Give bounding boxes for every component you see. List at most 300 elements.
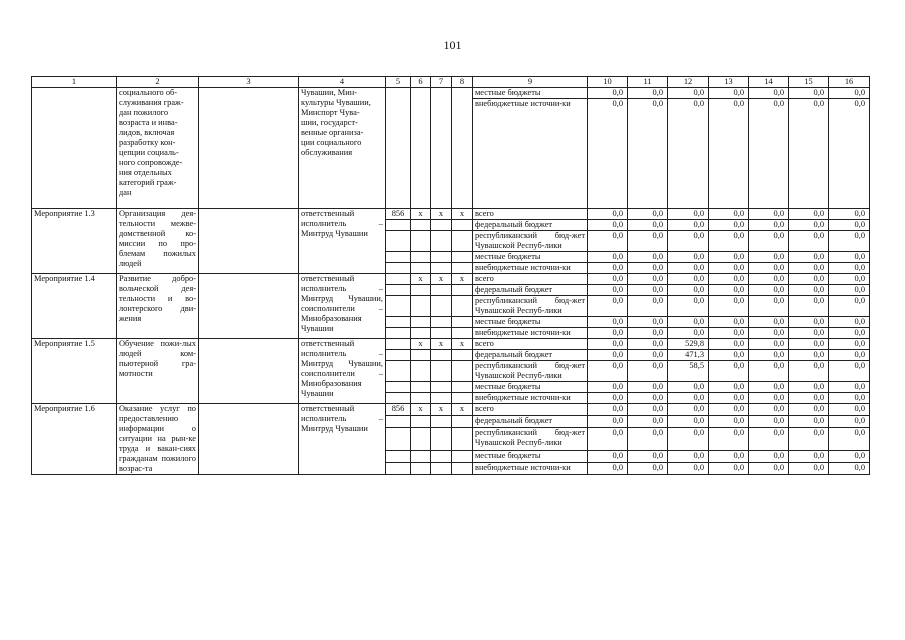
code-cell: [431, 231, 452, 252]
amount-cell: 0,0: [668, 416, 709, 428]
code-cell: [411, 450, 431, 462]
funding-source: республиканский бюд-жет Чувашской Респуб-лики: [473, 296, 588, 317]
amount-cell: 0,0: [829, 450, 870, 462]
executor: ответственный исполнитель – Минтруд Чувашии: [299, 209, 386, 274]
amount-cell: 0,0: [588, 404, 628, 416]
amount-cell: 0,0: [628, 393, 668, 404]
amount-cell: 0,0: [668, 428, 709, 451]
amount-cell: 0,0: [628, 350, 668, 361]
amount-cell: 0,0: [668, 317, 709, 328]
amount-cell: 0,0: [709, 220, 749, 231]
amount-cell: 0,0: [829, 209, 870, 220]
code-cell: [411, 393, 431, 404]
column-header: 12: [668, 77, 709, 88]
code-cell: [411, 361, 431, 382]
amount-cell: 0,0: [749, 231, 789, 252]
amount-cell: 0,0: [749, 428, 789, 451]
amount-cell: 0,0: [588, 382, 628, 393]
funding-source: внебюджетные источни-ки: [473, 393, 588, 404]
amount-cell: 0,0: [789, 274, 829, 285]
funding-source: федеральный бюджет: [473, 285, 588, 296]
amount-cell: 0,0: [749, 404, 789, 416]
amount-cell: 0,0: [829, 263, 870, 274]
code-cell: [411, 350, 431, 361]
funding-source: федеральный бюджет: [473, 350, 588, 361]
funding-source: республиканский бюд-жет Чувашской Респуб-лики: [473, 428, 588, 451]
amount-cell: 0,0: [628, 339, 668, 350]
amount-cell: 0,0: [789, 296, 829, 317]
amount-cell: 0,0: [709, 263, 749, 274]
amount-cell: 0,0: [628, 450, 668, 462]
amount-cell: 0,0: [709, 209, 749, 220]
amount-cell: 0,0: [668, 274, 709, 285]
code-cell: [452, 393, 473, 404]
measure-name: Обучение пожи-лых людей ком-пьютерной гра-мотности: [117, 339, 199, 404]
text-line: ния отдельных: [119, 168, 172, 177]
code-cell: [411, 462, 431, 474]
code-cell: [431, 328, 452, 339]
funding-source: федеральный бюджет: [473, 220, 588, 231]
funding-source: республиканский бюд-жет Чувашской Респуб-лики: [473, 361, 588, 382]
amount-cell: 0,0: [789, 462, 829, 474]
code-cell: [411, 382, 431, 393]
funding-source: всего: [473, 339, 588, 350]
table-row: [32, 404, 870, 416]
amount-cell: 0,0: [829, 462, 870, 474]
empty-cell: [199, 404, 299, 475]
amount-cell: 0,0: [709, 317, 749, 328]
amount-cell: 0,0: [588, 462, 628, 474]
amount-cell: 0,0: [709, 231, 749, 252]
amount-cell: 0,0: [588, 450, 628, 462]
column-header: 5: [386, 77, 411, 88]
amount-cell: 0,0: [668, 231, 709, 252]
funding-source: внебюджетные источни-ки: [473, 462, 588, 474]
amount-cell: 0,0: [588, 339, 628, 350]
amount-cell: 0,0: [789, 209, 829, 220]
amount-cell: 0,0: [749, 462, 789, 474]
text-line: возраста и инва-: [119, 118, 178, 127]
code-cell: [431, 416, 452, 428]
text-line: Минспорт Чува-: [301, 108, 360, 117]
code-cell: [386, 88, 411, 209]
code-cell: [411, 220, 431, 231]
code-cell: [411, 328, 431, 339]
amount-cell: 0,0: [749, 328, 789, 339]
amount-cell: 58,5: [668, 361, 709, 382]
code-cell: [431, 350, 452, 361]
code-cell: [411, 88, 431, 209]
amount-cell: 0,0: [749, 263, 789, 274]
amount-cell: 0,0: [789, 88, 829, 99]
amount-cell: 0,0: [628, 220, 668, 231]
amount-cell: 0,0: [628, 404, 668, 416]
amount-cell: 0,0: [709, 350, 749, 361]
amount-cell: 0,0: [588, 209, 628, 220]
amount-cell: 0,0: [668, 393, 709, 404]
amount-cell: 0,0: [668, 382, 709, 393]
text-line: венные организа-: [301, 128, 364, 137]
amount-cell: 0,0: [829, 339, 870, 350]
amount-cell: 0,0: [668, 252, 709, 263]
code-cell: [452, 231, 473, 252]
amount-cell: 0,0: [588, 328, 628, 339]
amount-cell: 0,0: [668, 220, 709, 231]
amount-cell: 0,0: [709, 285, 749, 296]
amount-cell: 0,0: [749, 339, 789, 350]
code-cell: [386, 220, 411, 231]
text-line: ного сопровожде-: [119, 158, 183, 167]
text-line: обслуживания: [301, 148, 353, 157]
amount-cell: 0,0: [789, 404, 829, 416]
column-header: 6: [411, 77, 431, 88]
measure-label: Мероприятие 1.5: [32, 339, 117, 404]
amount-cell: 0,0: [709, 88, 749, 99]
table-row: [32, 339, 870, 350]
code-cell: x: [411, 209, 431, 220]
amount-cell: 0,0: [588, 285, 628, 296]
executor: ответственный исполнитель – Минтруд Чувашии: [299, 404, 386, 475]
code-cell: x: [431, 274, 452, 285]
amount-cell: 0,0: [668, 404, 709, 416]
code-cell: [386, 361, 411, 382]
empty-cell: [199, 339, 299, 404]
amount-cell: 0,0: [789, 263, 829, 274]
amount-cell: 0,0: [749, 252, 789, 263]
code-cell: [431, 88, 452, 209]
amount-cell: 0,0: [709, 428, 749, 451]
funding-source: местные бюджеты: [473, 88, 588, 99]
executor: [299, 88, 386, 209]
code-cell: [452, 462, 473, 474]
amount-cell: 0,0: [668, 296, 709, 317]
amount-cell: 0,0: [829, 296, 870, 317]
funding-source: федеральный бюджет: [473, 416, 588, 428]
amount-cell: 0,0: [588, 416, 628, 428]
text-line: дан пожилого: [119, 108, 169, 117]
amount-cell: 0,0: [588, 220, 628, 231]
amount-cell: 0,0: [709, 404, 749, 416]
code-cell: [411, 231, 431, 252]
column-header: 9: [473, 77, 588, 88]
funding-source: всего: [473, 209, 588, 220]
code-cell: [386, 328, 411, 339]
amount-cell: 0,0: [789, 220, 829, 231]
measure-name: [117, 88, 199, 209]
code-cell: [386, 252, 411, 263]
amount-cell: 0,0: [628, 263, 668, 274]
code-cell: [452, 263, 473, 274]
amount-cell: 0,0: [789, 339, 829, 350]
code-cell: [386, 339, 411, 350]
code-cell: [452, 382, 473, 393]
funding-source: внебюджетные источни-ки: [473, 263, 588, 274]
code-cell: [452, 317, 473, 328]
amount-cell: 0,0: [749, 99, 789, 209]
amount-cell: 0,0: [789, 317, 829, 328]
measure-name: Развитие добро-вольческой дея-тельности и во-лонтерского дви-жения: [117, 274, 199, 339]
code-cell: [452, 428, 473, 451]
code-cell: [452, 88, 473, 209]
amount-cell: 529,8: [668, 339, 709, 350]
measure-label: Мероприятие 1.4: [32, 274, 117, 339]
measure-label: Мероприятие 1.3: [32, 209, 117, 274]
amount-cell: 0,0: [829, 350, 870, 361]
code-cell: [431, 393, 452, 404]
amount-cell: 0,0: [829, 317, 870, 328]
amount-cell: 0,0: [749, 88, 789, 99]
code-cell: x: [452, 209, 473, 220]
amount-cell: 0,0: [829, 88, 870, 99]
amount-cell: 0,0: [829, 416, 870, 428]
amount-cell: 0,0: [789, 285, 829, 296]
table-row: [32, 274, 870, 285]
code-cell: [386, 285, 411, 296]
amount-cell: 0,0: [789, 231, 829, 252]
code-cell: [386, 296, 411, 317]
amount-cell: 0,0: [628, 416, 668, 428]
funding-source: республиканский бюд-жет Чувашской Респуб-лики: [473, 231, 588, 252]
code-cell: [452, 361, 473, 382]
amount-cell: 0,0: [628, 231, 668, 252]
code-cell: [431, 317, 452, 328]
amount-cell: 0,0: [829, 404, 870, 416]
amount-cell: 0,0: [789, 450, 829, 462]
table-row: [32, 88, 870, 99]
amount-cell: 0,0: [588, 350, 628, 361]
executor: ответственный исполнитель – Минтруд Чувашии, соисполнители – Минобразования Чувашии: [299, 339, 386, 404]
code-cell: [431, 220, 452, 231]
column-header: 14: [749, 77, 789, 88]
code-cell: [411, 285, 431, 296]
amount-cell: 0,0: [709, 462, 749, 474]
column-header: 16: [829, 77, 870, 88]
code-cell: 856: [386, 404, 411, 416]
column-header: 1: [32, 77, 117, 88]
amount-cell: 0,0: [628, 317, 668, 328]
amount-cell: 0,0: [668, 209, 709, 220]
measure-label: Мероприятие 1.6: [32, 404, 117, 475]
amount-cell: 0,0: [749, 296, 789, 317]
code-cell: [386, 231, 411, 252]
amount-cell: 0,0: [668, 328, 709, 339]
code-cell: [411, 428, 431, 451]
amount-cell: 0,0: [628, 361, 668, 382]
program-table: [31, 76, 870, 475]
column-header: 7: [431, 77, 452, 88]
text-line: Чувашии, Мин-: [301, 88, 357, 97]
amount-cell: 0,0: [789, 252, 829, 263]
code-cell: [411, 317, 431, 328]
amount-cell: 0,0: [749, 350, 789, 361]
text-line: служивания граж-: [119, 98, 184, 107]
amount-cell: 0,0: [588, 317, 628, 328]
code-cell: [452, 285, 473, 296]
column-header: 4: [299, 77, 386, 88]
amount-cell: 0,0: [709, 296, 749, 317]
amount-cell: 0,0: [628, 99, 668, 209]
amount-cell: 0,0: [789, 328, 829, 339]
empty-cell: [199, 88, 299, 209]
code-cell: [411, 263, 431, 274]
code-cell: [452, 328, 473, 339]
column-header: 2: [117, 77, 199, 88]
executor: ответственный исполнитель – Минтруд Чувашии, соисполнители – Минобразования Чувашии: [299, 274, 386, 339]
amount-cell: 0,0: [749, 317, 789, 328]
amount-cell: 0,0: [749, 382, 789, 393]
code-cell: [386, 428, 411, 451]
code-cell: [452, 296, 473, 317]
code-cell: [431, 252, 452, 263]
amount-cell: 0,0: [789, 428, 829, 451]
amount-cell: 0,0: [628, 88, 668, 99]
code-cell: [431, 382, 452, 393]
amount-cell: 0,0: [628, 209, 668, 220]
amount-cell: 0,0: [588, 252, 628, 263]
amount-cell: 0,0: [588, 274, 628, 285]
measure-name: Организация дея-тельности межве-домственной ко-миссии по про-блемам пожилых людей: [117, 209, 199, 274]
amount-cell: 0,0: [628, 274, 668, 285]
amount-cell: 0,0: [709, 328, 749, 339]
amount-cell: 0,0: [829, 393, 870, 404]
text-line: разработку кон-: [119, 138, 176, 147]
column-header: 10: [588, 77, 628, 88]
code-cell: [452, 450, 473, 462]
amount-cell: 0,0: [829, 328, 870, 339]
code-cell: [452, 416, 473, 428]
code-cell: [452, 350, 473, 361]
amount-cell: 0,0: [628, 462, 668, 474]
text-line: лидов, включая: [119, 128, 175, 137]
text-line: культуры Чувашии,: [301, 98, 371, 107]
amount-cell: 0,0: [628, 382, 668, 393]
amount-cell: 0,0: [749, 209, 789, 220]
code-cell: [386, 416, 411, 428]
amount-cell: 0,0: [749, 274, 789, 285]
code-cell: [431, 296, 452, 317]
amount-cell: 0,0: [709, 339, 749, 350]
amount-cell: 0,0: [588, 361, 628, 382]
amount-cell: 0,0: [709, 450, 749, 462]
text-line: цепции социаль-: [119, 148, 179, 157]
code-cell: [431, 263, 452, 274]
amount-cell: 0,0: [789, 361, 829, 382]
code-cell: [431, 285, 452, 296]
code-cell: [386, 263, 411, 274]
funding-source: всего: [473, 274, 588, 285]
funding-source: местные бюджеты: [473, 252, 588, 263]
amount-cell: 0,0: [829, 428, 870, 451]
amount-cell: 0,0: [588, 231, 628, 252]
amount-cell: 0,0: [749, 220, 789, 231]
amount-cell: 0,0: [789, 99, 829, 209]
amount-cell: 0,0: [789, 382, 829, 393]
amount-cell: 0,0: [749, 416, 789, 428]
code-cell: [386, 350, 411, 361]
amount-cell: 0,0: [668, 450, 709, 462]
measure-label: [32, 88, 117, 209]
code-cell: [411, 416, 431, 428]
amount-cell: 0,0: [789, 416, 829, 428]
amount-cell: 0,0: [829, 99, 870, 209]
code-cell: [411, 252, 431, 263]
amount-cell: 0,0: [829, 285, 870, 296]
amount-cell: 0,0: [749, 393, 789, 404]
funding-source: местные бюджеты: [473, 317, 588, 328]
amount-cell: 0,0: [628, 328, 668, 339]
code-cell: [452, 252, 473, 263]
code-cell: [386, 393, 411, 404]
amount-cell: 0,0: [749, 361, 789, 382]
amount-cell: 0,0: [588, 428, 628, 451]
amount-cell: 0,0: [749, 285, 789, 296]
column-header: 15: [789, 77, 829, 88]
code-cell: x: [452, 404, 473, 416]
amount-cell: 0,0: [709, 274, 749, 285]
code-cell: x: [431, 404, 452, 416]
code-cell: [431, 361, 452, 382]
code-cell: [411, 296, 431, 317]
code-cell: [452, 220, 473, 231]
funding-source: местные бюджеты: [473, 382, 588, 393]
funding-source: всего: [473, 404, 588, 416]
code-cell: [386, 450, 411, 462]
amount-cell: 0,0: [829, 220, 870, 231]
text-line: категорий граж-: [119, 178, 177, 187]
code-cell: [431, 450, 452, 462]
code-cell: [386, 317, 411, 328]
amount-cell: 0,0: [829, 252, 870, 263]
text-line: дан: [119, 188, 132, 197]
amount-cell: 0,0: [588, 263, 628, 274]
code-cell: x: [431, 209, 452, 220]
header-row-group: [32, 77, 870, 88]
code-cell: x: [411, 274, 431, 285]
funding-source: местные бюджеты: [473, 450, 588, 462]
amount-cell: 0,0: [709, 416, 749, 428]
amount-cell: 0,0: [829, 274, 870, 285]
amount-cell: 0,0: [709, 99, 749, 209]
empty-cell: [199, 274, 299, 339]
code-cell: 856: [386, 209, 411, 220]
funding-source: внебюджетные источни-ки: [473, 328, 588, 339]
code-cell: x: [411, 404, 431, 416]
amount-cell: 0,0: [628, 296, 668, 317]
column-number-row: [32, 77, 870, 88]
column-header: 3: [199, 77, 299, 88]
code-cell: [386, 382, 411, 393]
amount-cell: 0,0: [668, 99, 709, 209]
amount-cell: 471,3: [668, 350, 709, 361]
amount-cell: 0,0: [628, 252, 668, 263]
code-cell: [386, 274, 411, 285]
amount-cell: 0,0: [628, 428, 668, 451]
column-header: 13: [709, 77, 749, 88]
code-cell: x: [411, 339, 431, 350]
amount-cell: 0,0: [588, 99, 628, 209]
code-cell: [386, 462, 411, 474]
code-cell: [431, 462, 452, 474]
measure-name: Оказание услуг по предоставлению информации о ситуации на рын-ке труда и вакан-сиях гражданам пожилого возрас-та: [117, 404, 199, 475]
amount-cell: 0,0: [668, 263, 709, 274]
page-number: 101: [443, 38, 462, 52]
amount-cell: 0,0: [709, 252, 749, 263]
amount-cell: 0,0: [709, 393, 749, 404]
amount-cell: 0,0: [749, 450, 789, 462]
code-cell: [431, 428, 452, 451]
text-line: ции социального: [301, 138, 362, 147]
amount-cell: 0,0: [789, 393, 829, 404]
